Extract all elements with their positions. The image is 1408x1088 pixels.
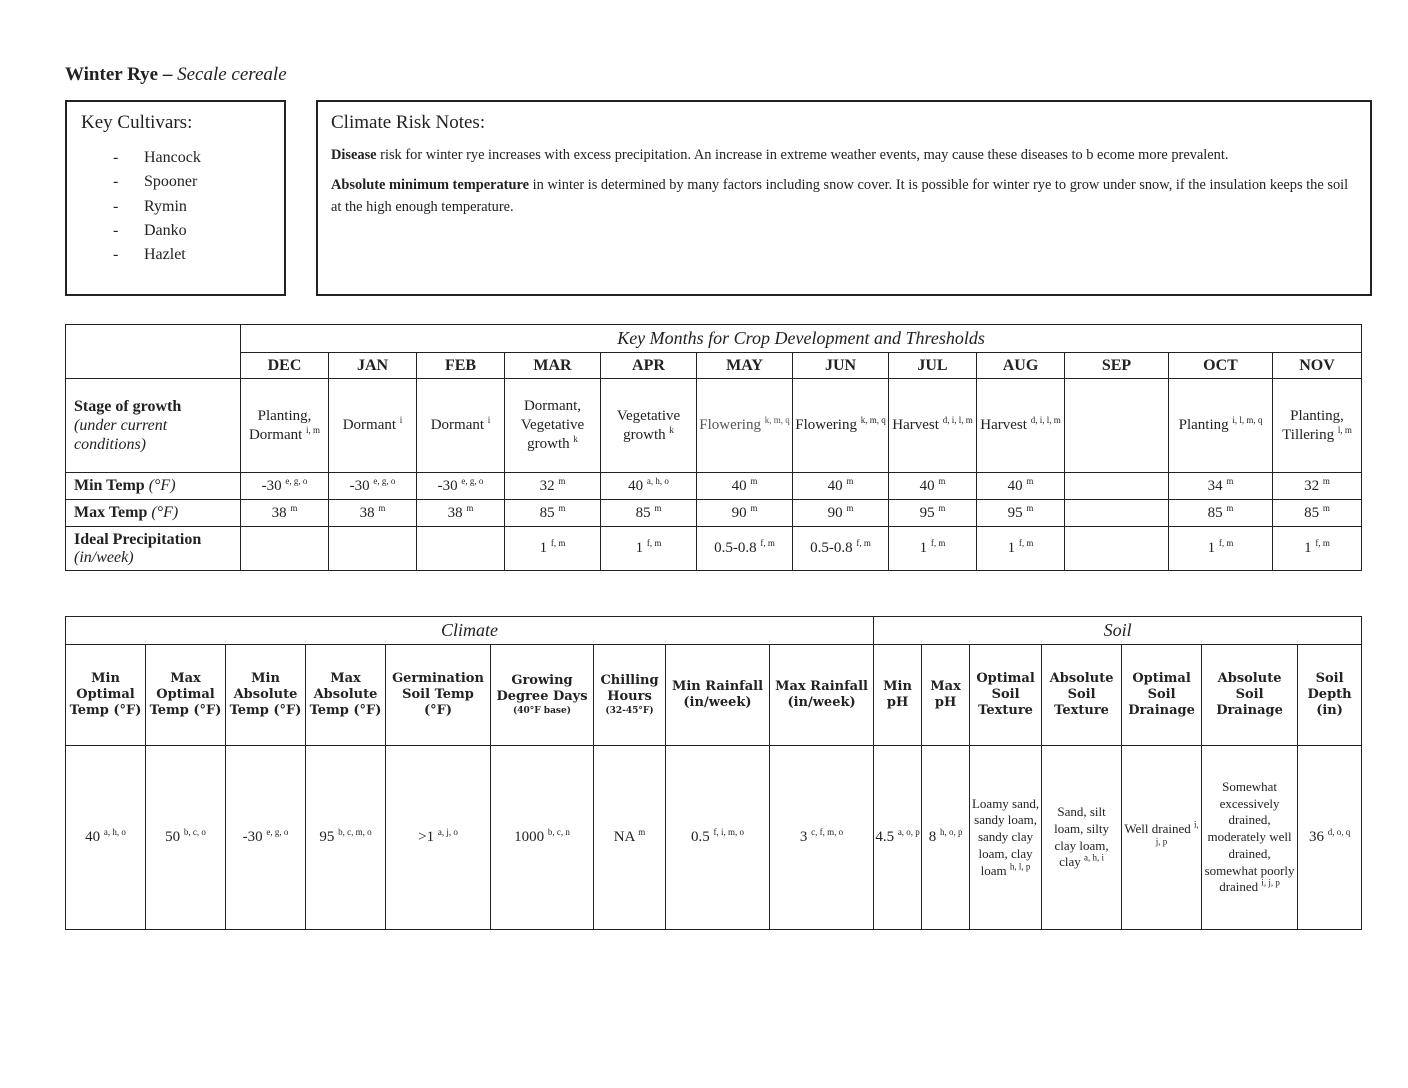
disease-term: Disease xyxy=(331,147,377,163)
footnote-refs: f, m xyxy=(1315,538,1330,548)
crop-common-name: Winter Rye – xyxy=(65,64,178,85)
max-temp-cell xyxy=(505,500,601,527)
min-temp-cell xyxy=(417,473,505,500)
stage-cell xyxy=(417,379,505,473)
min-temp-row-label xyxy=(66,473,241,500)
precip-cell xyxy=(329,527,417,571)
disease-note xyxy=(331,144,1350,166)
cultivar-name: Hancock xyxy=(144,149,201,166)
footnote-refs: i, j, p xyxy=(1261,877,1280,888)
page-title xyxy=(65,64,287,86)
month-header-jan: JAN xyxy=(329,353,417,379)
cell-value: >1 xyxy=(418,829,435,845)
soil-group-header: Soil xyxy=(874,617,1362,645)
column-header xyxy=(66,645,146,746)
footnote-refs: m xyxy=(750,502,758,513)
min-temp-label: Min Temp xyxy=(74,477,145,494)
stage-label: Stage of growth xyxy=(74,398,182,415)
stage-cell xyxy=(601,379,697,473)
cell-value: 32 xyxy=(539,477,555,494)
column-header-label: Soil Depth (in) xyxy=(1307,671,1352,718)
footnote-refs: m xyxy=(558,475,566,486)
precip-cell xyxy=(241,527,329,571)
cell-value: Harvest xyxy=(892,417,939,433)
cell-value: 85 xyxy=(635,504,651,521)
column-header-note: (40°F base) xyxy=(513,706,571,716)
footnote-refs: h, o, p xyxy=(939,827,963,837)
max-temp-cell xyxy=(329,500,417,527)
column-header-label: Max pH xyxy=(930,679,961,710)
column-header xyxy=(666,645,770,746)
month-header-oct: OCT xyxy=(1169,353,1273,379)
column-header xyxy=(226,645,306,746)
key-months-table xyxy=(65,324,1362,571)
cell-value: 3 xyxy=(799,829,808,845)
cell-value: NA xyxy=(613,829,635,845)
cell-value: 38 xyxy=(271,504,287,521)
precip-row-label xyxy=(66,527,241,571)
footnote-refs: h, l, p xyxy=(1009,861,1031,872)
cell-value: -30 xyxy=(349,477,370,494)
footnote-refs: i xyxy=(487,415,491,425)
min-temp-cell xyxy=(977,473,1065,500)
column-header xyxy=(146,645,226,746)
list-item: - Rymin xyxy=(113,197,187,215)
min-temp-cell xyxy=(241,473,329,500)
min-temp-note xyxy=(331,174,1350,218)
footnote-refs: m xyxy=(290,502,298,513)
footnote-refs: e, g, o xyxy=(373,475,396,486)
precip-cell xyxy=(1273,527,1362,571)
cell-value: 8 xyxy=(928,829,937,845)
precip-cell xyxy=(793,527,889,571)
requirement-value-cell xyxy=(770,746,874,930)
precip-cell xyxy=(977,527,1065,571)
cell-value: 0.5-0.8 xyxy=(714,540,757,556)
footnote-refs: m xyxy=(938,502,946,513)
column-header xyxy=(922,645,970,746)
max-temp-cell xyxy=(977,500,1065,527)
footnote-refs: d, i, l, m xyxy=(942,415,973,425)
footnote-refs: a, j, o xyxy=(437,827,458,837)
min-temp-unit: (°F) xyxy=(148,477,176,494)
column-header-label: Absolute Soil Drainage xyxy=(1216,671,1283,718)
cell-value: 85 xyxy=(1207,504,1223,521)
cell-value: 0.5 xyxy=(691,829,710,845)
cultivar-name: Danko xyxy=(144,221,187,239)
stage-cell xyxy=(697,379,793,473)
min-temp-cell xyxy=(889,473,977,500)
footnote-refs: m xyxy=(750,475,758,486)
footnote-refs: f, m xyxy=(930,538,946,548)
max-temp-cell xyxy=(417,500,505,527)
cell-value: 85 xyxy=(1304,504,1320,521)
cell-value: 36 xyxy=(1308,829,1324,845)
month-header-jun: JUN xyxy=(793,353,889,379)
cell-value: 95 xyxy=(1007,504,1023,521)
column-header-label: Optimal Soil Texture xyxy=(976,671,1035,718)
requirement-value-cell xyxy=(1122,746,1202,930)
column-header-label: Min Rainfall (in/week) xyxy=(671,679,764,710)
footnote-refs: m xyxy=(1322,475,1330,486)
precip-cell xyxy=(697,527,793,571)
cell-value: 40 xyxy=(628,477,644,494)
cell-value: 1 xyxy=(1007,540,1016,556)
footnote-refs: a, h, o xyxy=(646,475,669,486)
requirement-value-cell xyxy=(922,746,970,930)
cell-value: Loamy sand, sandy loam, sandy clay loam, clay loam xyxy=(971,795,1040,878)
cell-value: 1 xyxy=(919,540,928,556)
column-header-label: Min pH xyxy=(883,679,912,710)
footnote-refs: m xyxy=(846,502,854,513)
stage-cell xyxy=(505,379,601,473)
cell-value: 32 xyxy=(1304,477,1320,494)
column-header xyxy=(1202,645,1298,746)
requirement-value-cell xyxy=(1202,746,1298,930)
requirement-value-cell xyxy=(874,746,922,930)
requirement-value-cell xyxy=(970,746,1042,930)
stage-cell xyxy=(1273,379,1362,473)
climate-group-header: Climate xyxy=(66,617,874,645)
min-temp-term: Absolute minimum temperature xyxy=(331,177,529,193)
stage-cell xyxy=(793,379,889,473)
list-item: - Hancock xyxy=(113,149,201,166)
footnote-refs: f, m xyxy=(856,538,871,548)
stage-cell xyxy=(241,379,329,473)
footnote-refs: f, m xyxy=(1018,538,1034,548)
footnote-refs: d, i, l, m xyxy=(1030,415,1061,425)
month-header-may: MAY xyxy=(697,353,793,379)
footnote-refs: i, j, p xyxy=(1155,819,1199,847)
column-header-label: Chilling Hours xyxy=(600,673,659,704)
month-header-mar: MAR xyxy=(505,353,601,379)
stage-cell xyxy=(1065,379,1169,473)
column-header-label: Min Absolute Temp (°F) xyxy=(229,671,302,718)
requirement-value-cell xyxy=(146,746,226,930)
cell-value: 38 xyxy=(447,504,463,521)
column-header-label: Absolute Soil Texture xyxy=(1049,671,1114,718)
max-temp-row-label xyxy=(66,500,241,527)
footnote-refs: f, m xyxy=(1218,538,1234,548)
footnote-refs: b, c, n xyxy=(547,827,570,837)
requirements-table xyxy=(65,616,1362,930)
column-header xyxy=(386,645,491,746)
min-temp-cell xyxy=(793,473,889,500)
cell-value: 40 xyxy=(919,477,935,494)
cultivar-name: Hazlet xyxy=(144,246,186,264)
column-header xyxy=(594,645,666,746)
stage-row-label xyxy=(66,379,241,473)
footnote-refs: m xyxy=(1226,502,1234,513)
requirement-value-cell xyxy=(1298,746,1362,930)
precip-cell xyxy=(417,527,505,571)
crop-latin-name: Secale cereale xyxy=(177,64,287,85)
cell-value: 1 xyxy=(635,540,644,556)
cell-value: -30 xyxy=(261,477,282,494)
footnote-refs: m xyxy=(558,502,566,513)
column-header xyxy=(770,645,874,746)
max-temp-cell xyxy=(241,500,329,527)
footnote-refs: k, m, q xyxy=(764,415,790,425)
cell-value: Dormant xyxy=(430,417,485,433)
requirement-value-cell xyxy=(1042,746,1122,930)
cell-value: 1 xyxy=(539,540,548,556)
footnote-refs: m xyxy=(1226,475,1234,486)
max-temp-cell xyxy=(889,500,977,527)
column-header-label: Min Optimal Temp (°F) xyxy=(69,671,142,718)
cell-value: Dormant, Vegetative growth xyxy=(520,398,585,452)
cell-value: 0.5-0.8 xyxy=(810,540,853,556)
max-temp-label: Max Temp xyxy=(74,504,148,521)
requirement-value-cell xyxy=(226,746,306,930)
cell-value: -30 xyxy=(242,829,263,845)
footnote-refs: f, i, m, o xyxy=(713,827,744,837)
key-cultivars-box xyxy=(65,100,286,296)
column-header-note: (32-45°F) xyxy=(605,706,654,716)
cell-value: 38 xyxy=(359,504,375,521)
cultivar-list xyxy=(67,146,284,267)
cell-value: Planting, Dormant xyxy=(248,407,312,443)
month-header-nov: NOV xyxy=(1273,353,1362,379)
footnote-refs: m xyxy=(1322,502,1330,513)
footnote-refs: m xyxy=(846,475,854,486)
cell-value: 90 xyxy=(827,504,843,521)
corner-cell xyxy=(66,325,241,379)
cell-value: 85 xyxy=(539,504,555,521)
cell-value: Harvest xyxy=(980,417,1027,433)
min-temp-cell xyxy=(697,473,793,500)
month-header-sep: SEP xyxy=(1065,353,1169,379)
column-header-label: Max Absolute Temp (°F) xyxy=(309,671,382,718)
column-header xyxy=(970,645,1042,746)
precip-cell xyxy=(505,527,601,571)
footnote-refs: d, o, q xyxy=(1327,827,1351,837)
precip-cell xyxy=(889,527,977,571)
cell-value: Planting xyxy=(1178,417,1229,433)
list-item: - Spooner xyxy=(113,173,198,191)
precip-cell xyxy=(1065,527,1169,571)
stage-cell xyxy=(329,379,417,473)
min-temp-cell xyxy=(1169,473,1273,500)
month-header-aug: AUG xyxy=(977,353,1065,379)
footnote-refs: i, l, m, q xyxy=(1232,415,1263,425)
list-item: - Danko xyxy=(113,221,187,239)
column-header-label: Max Optimal Temp (°F) xyxy=(149,671,222,718)
precip-cell xyxy=(1169,527,1273,571)
stage-cell xyxy=(889,379,977,473)
cultivar-name: Rymin xyxy=(144,197,187,215)
footnote-refs: b, c, m, o xyxy=(338,827,372,837)
max-temp-cell xyxy=(697,500,793,527)
footnote-refs: f, m xyxy=(550,538,566,548)
column-header xyxy=(1298,645,1362,746)
month-header-dec: DEC xyxy=(241,353,329,379)
column-header xyxy=(1122,645,1202,746)
cell-value: 1 xyxy=(1207,540,1216,556)
min-temp-cell xyxy=(1273,473,1362,500)
requirement-value-cell xyxy=(306,746,386,930)
column-header xyxy=(306,645,386,746)
column-header xyxy=(874,645,922,746)
cell-value: -30 xyxy=(437,477,458,494)
cell-value: 90 xyxy=(731,504,747,521)
max-temp-cell xyxy=(601,500,697,527)
cultivar-name: Spooner xyxy=(144,173,198,191)
column-header-label: Optimal Soil Drainage xyxy=(1128,671,1195,718)
max-temp-cell xyxy=(1273,500,1362,527)
footnote-refs: l, m xyxy=(1337,424,1352,435)
min-temp-cell xyxy=(601,473,697,500)
column-header-label: Max Rainfall (in/week) xyxy=(775,679,868,710)
footnote-refs: m xyxy=(466,502,474,513)
cell-value: Planting, Tillering xyxy=(1282,407,1344,443)
precip-cell xyxy=(601,527,697,571)
footnote-refs: f, m xyxy=(646,538,662,548)
list-item: - Hazlet xyxy=(113,246,186,264)
footnote-refs: m xyxy=(938,475,946,486)
month-header-feb: FEB xyxy=(417,353,505,379)
requirement-value-cell xyxy=(666,746,770,930)
cell-value: Somewhat excessively drained, moderately well drained, somewhat poorly drained xyxy=(1204,779,1295,895)
requirement-value-cell xyxy=(386,746,491,930)
footnote-refs: e, g, o xyxy=(285,475,308,486)
cell-value: Dormant xyxy=(342,417,397,433)
min-temp-cell xyxy=(505,473,601,500)
footnote-refs: m xyxy=(378,502,386,513)
cell-value: 4.5 xyxy=(875,829,895,845)
month-header-apr: APR xyxy=(601,353,697,379)
footnote-refs: e, g, o xyxy=(266,827,289,837)
cell-value: 40 xyxy=(1007,477,1023,494)
table-caption: Key Months for Crop Development and Thresholds xyxy=(241,325,1362,353)
cell-value: 34 xyxy=(1207,477,1223,494)
max-temp-cell xyxy=(1169,500,1273,527)
footnote-refs: c, f, m, o xyxy=(811,827,844,837)
requirement-value-cell xyxy=(491,746,594,930)
min-temp-cell xyxy=(1065,473,1169,500)
footnote-refs: b, c, o xyxy=(183,827,206,837)
footnote-refs: m xyxy=(654,502,662,513)
footnote-refs: e, g, o xyxy=(461,475,484,486)
cell-value: 1 xyxy=(1304,540,1312,556)
cell-value: 1000 xyxy=(514,829,545,845)
footnote-refs: a, o, p xyxy=(897,827,920,837)
footnote-refs: a, h, i xyxy=(1084,852,1105,863)
cell-value: 95 xyxy=(319,829,335,845)
footnote-refs: m xyxy=(1026,475,1034,486)
stage-cell xyxy=(1169,379,1273,473)
stage-cell xyxy=(977,379,1065,473)
footnote-refs: k, m, q xyxy=(860,415,886,425)
cell-value: 40 xyxy=(85,829,101,845)
footnote-refs: f, m xyxy=(760,538,775,548)
footnote-refs: a, h, o xyxy=(103,827,126,837)
key-cultivars-heading: Key Cultivars: xyxy=(81,112,193,133)
disease-text: risk for winter rye increases with excess precipitation. An increase in extreme weather events, may cause these diseases to b ecome more prevalent. xyxy=(376,147,1229,163)
cell-value: 40 xyxy=(731,477,747,494)
min-temp-cell xyxy=(329,473,417,500)
footnote-refs: i, m xyxy=(306,424,321,435)
stage-sublabel: (under current conditions) xyxy=(74,417,168,453)
cell-value: Flowering xyxy=(795,417,857,433)
footnote-refs: i xyxy=(399,415,403,425)
climate-risk-heading: Climate Risk Notes: xyxy=(331,112,486,133)
footnote-refs: k xyxy=(573,434,578,444)
cell-value: Vegetative growth xyxy=(616,407,681,443)
climate-risk-box xyxy=(316,100,1372,296)
column-header xyxy=(1042,645,1122,746)
min-temp-text: in winter is determined by many factors including snow cover. It is possible for winter rye to grow under snow, if the insulation keeps the soil at the high enough temperature. xyxy=(331,177,1349,215)
max-temp-cell xyxy=(793,500,889,527)
column-header-label: Germination Soil Temp (°F) xyxy=(392,671,484,718)
precip-label: Ideal Precipitation xyxy=(74,530,202,548)
max-temp-cell xyxy=(1065,500,1169,527)
column-header-label: Growing Degree Days xyxy=(496,673,588,704)
requirement-value-cell xyxy=(66,746,146,930)
cell-value: Sand, silt loam, silty clay loam, clay xyxy=(1054,804,1109,870)
column-header xyxy=(491,645,594,746)
footnote-refs: m xyxy=(638,827,646,837)
precip-unit: (in/week) xyxy=(74,548,134,566)
cell-value: Well drained xyxy=(1124,820,1191,836)
cell-value: Flowering xyxy=(699,417,761,433)
max-temp-unit: (°F) xyxy=(151,504,179,521)
footnote-refs: m xyxy=(1026,502,1034,513)
footnote-refs: k xyxy=(669,424,674,435)
requirement-value-cell xyxy=(594,746,666,930)
cell-value: 50 xyxy=(165,829,181,845)
cell-value: 95 xyxy=(919,504,935,521)
month-header-jul: JUL xyxy=(889,353,977,379)
cell-value: 40 xyxy=(827,477,843,494)
